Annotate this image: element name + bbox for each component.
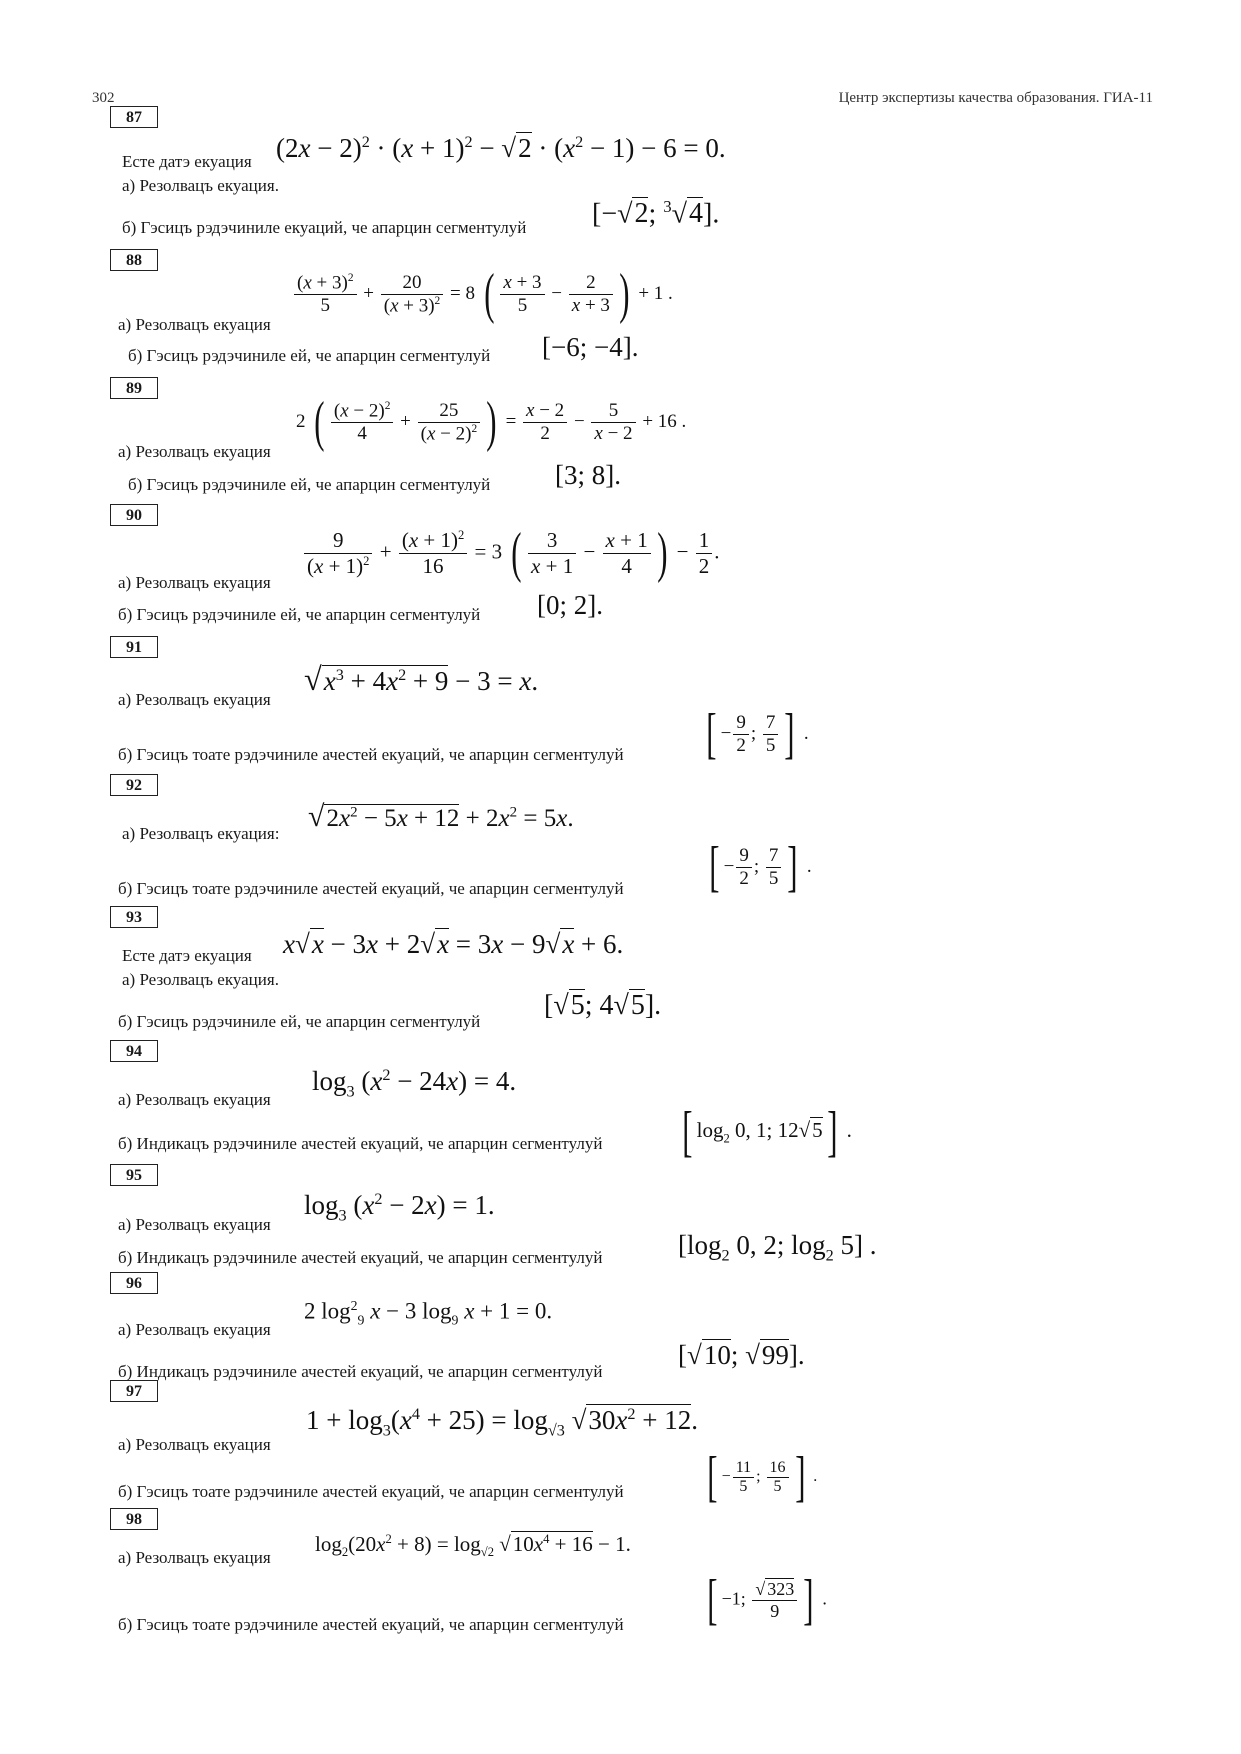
problem-number-87: 87: [110, 106, 158, 128]
problem-93-part-b: б) Гэсицъ рэдэчиниле ей, че апарцин сегментулуй: [118, 1012, 481, 1031]
problem-98-part-a: а) Резолвацъ екуация: [118, 1548, 271, 1567]
problem-91-segment: [ − $\frac{9}{2}$ ; $\frac{7}{5}$ ] .: [706, 703, 809, 766]
problem-95-part-a: а) Резолвацъ екуация: [118, 1215, 271, 1234]
problem-number-90: 90: [110, 504, 158, 526]
problem-90-equation: $\frac{9}{(x + 1)^2}$ + $\frac{(x + 1)^2}{16}$ = 3 ( $\frac{3}{x + 1}$ − $\frac{x + 1}{4}$ ) − $\frac{1}{2}$ .: [302, 528, 719, 579]
problem-90-segment: [0; 2].: [537, 590, 603, 620]
problem-number-91: 91: [110, 636, 158, 658]
problem-97-part-a: а) Резолвацъ екуация: [118, 1435, 271, 1454]
problem-94-equation: $\log_3 (x^2 - 24x) = 4$.: [312, 1066, 517, 1101]
page-number: 302: [92, 90, 115, 106]
problem-94-part-b: б) Индикацъ рэдэчиниле ачестей екуаций, че апарцин сегментулуй: [118, 1134, 603, 1153]
problem-91-part-b: б) Гэсицъ тоате рэдэчиниле ачестей екуаций, че апарцин сегментулуй: [118, 745, 624, 764]
problem-91-part-a: а) Резолвацъ екуация: [118, 690, 271, 709]
problem-95-equation: $\log_3 (x^2 - 2x) = 1$.: [304, 1190, 495, 1225]
problem-98-part-b: б) Гэсицъ тоате рэдэчиниле ачестей екуаций, че апарцин сегментулуй: [118, 1615, 624, 1634]
problem-number-93: 93: [110, 906, 158, 928]
problem-92-part-a: а) Резолвацъ екуация:: [122, 824, 280, 843]
problem-92-segment: [ − $\frac{9}{2}$ ; $\frac{7}{5}$ ] .: [709, 836, 812, 899]
problem-95-part-b: б) Индикацъ рэдэчиниле ачестей екуаций, че апарцин сегментулуй: [118, 1248, 603, 1267]
problem-94-part-a: а) Резолвацъ екуация: [118, 1090, 271, 1109]
problem-87-part-b: б) Гэсицъ рэдэчиниле екуаций, че апарцин сегментулуй: [122, 218, 527, 237]
problem-89-equation: 2 ( $\frac{(x - 2)^2}{4}$ + $\frac{25}{(x - 2)^2}$ ) = $\frac{x - 2}{2}$ − $\frac{5}{x - 2}$ + 16 .: [296, 391, 687, 454]
problem-98-equation: $\log_2(20x^2 + 8) = \log_{√2} √10x^4 + 16 - 1$.: [315, 1532, 631, 1560]
problem-number-97: 97: [110, 1380, 158, 1402]
problem-number-95: 95: [110, 1164, 158, 1186]
problem-88-segment: [−6; −4].: [542, 332, 639, 362]
problem-89-part-a: а) Резолвацъ екуация: [118, 442, 271, 461]
problem-93-intro: Есте датэ екуация: [122, 946, 252, 965]
problem-93-part-a: а) Резолвацъ екуация.: [122, 970, 279, 989]
problem-92-part-b: б) Гэсицъ тоате рэдэчиниле ачестей екуаций, че апарцин сегментулуй: [118, 879, 624, 898]
problem-number-98: 98: [110, 1508, 158, 1530]
problem-90-part-a: а) Резолвацъ екуация: [118, 573, 271, 592]
problem-93-segment: [√5; 4√5].: [544, 990, 662, 1021]
problem-88-part-a: а) Резолвацъ екуация: [118, 315, 271, 334]
problem-93-equation: x√x − 3x + 2√x = 3x − 9√x + 6.: [283, 929, 624, 959]
problem-88-part-b: б) Гэсицъ рэдэчиниле ей, че апарцин сегментулуй: [128, 346, 491, 365]
problem-87-part-a: а) Резолвацъ екуация.: [122, 176, 279, 195]
page-header-title: Центр экспертизы качества образования. ГИА-11: [838, 90, 1153, 106]
problem-89-part-b: б) Гэсицъ рэдэчиниле ей, че апарцин сегментулуй: [128, 475, 491, 494]
problem-91-equation: $√x^3 + 4x^2 + 9 - 3 = x$.: [304, 662, 539, 698]
problem-87-segment: [−√2; $^3$√4].: [592, 197, 720, 230]
problem-97-equation: $1 + \log_3(x^4 + 25) = \log_{√3} √30x^2 + 12$.: [306, 1405, 698, 1440]
problem-88-equation: $\frac{(x + 3)^2}{5}$ + $\frac{20}{(x + 3)^2}$ = 8 ( $\frac{x + 3}{5}$ − $\frac{2}{x + 3}$ ) + 1 .: [292, 272, 673, 317]
problem-87-intro: Есте датэ екуация: [122, 152, 252, 171]
problem-96-equation: 2 $\log^2_9 x - 3$ $\log_9 x + 1 = 0$.: [304, 1298, 553, 1328]
problem-96-part-b: б) Индикацъ рэдэчиниле ачестей екуаций, че апарцин сегментулуй: [118, 1362, 603, 1381]
problem-96-segment: [√10; √99].: [678, 1340, 805, 1370]
problem-96-part-a: а) Резолвацъ екуация: [118, 1320, 271, 1339]
problem-92-equation: $√2x^2 - 5x + 12 + 2x^2 = 5x$.: [308, 800, 574, 833]
problem-number-89: 89: [110, 377, 158, 399]
problem-94-segment: [ $\log_2 0$, 1; 12√5] .: [682, 1101, 852, 1163]
problem-97-part-b: б) Гэсицъ тоате рэдэчиниле ачестей екуаций, че апарцин сегментулуй: [118, 1482, 624, 1501]
problem-89-segment: [3; 8].: [555, 460, 621, 490]
problem-number-94: 94: [110, 1040, 158, 1062]
problem-97-segment: [ − $\frac{11}{5}$ ; $\frac{16}{5}$ ] .: [707, 1446, 818, 1508]
problem-number-96: 96: [110, 1272, 158, 1294]
problem-87-equation: $(2x - 2)^2 \cdot (x + 1)^2 - √2 \cdot (x^2 - 1) - 6 = 0$.: [276, 133, 726, 163]
problem-number-92: 92: [110, 774, 158, 796]
problem-90-part-b: б) Гэсицъ рэдэчиниле ей, че апарцин сегментулуй: [118, 605, 481, 624]
problem-98-segment: [ −1; $\frac{√ 323}{9}$ ] .: [707, 1569, 827, 1631]
problem-number-88: 88: [110, 249, 158, 271]
problem-95-segment: [$\log_2$ 0, 2; $\log_2 5$] .: [678, 1230, 877, 1265]
